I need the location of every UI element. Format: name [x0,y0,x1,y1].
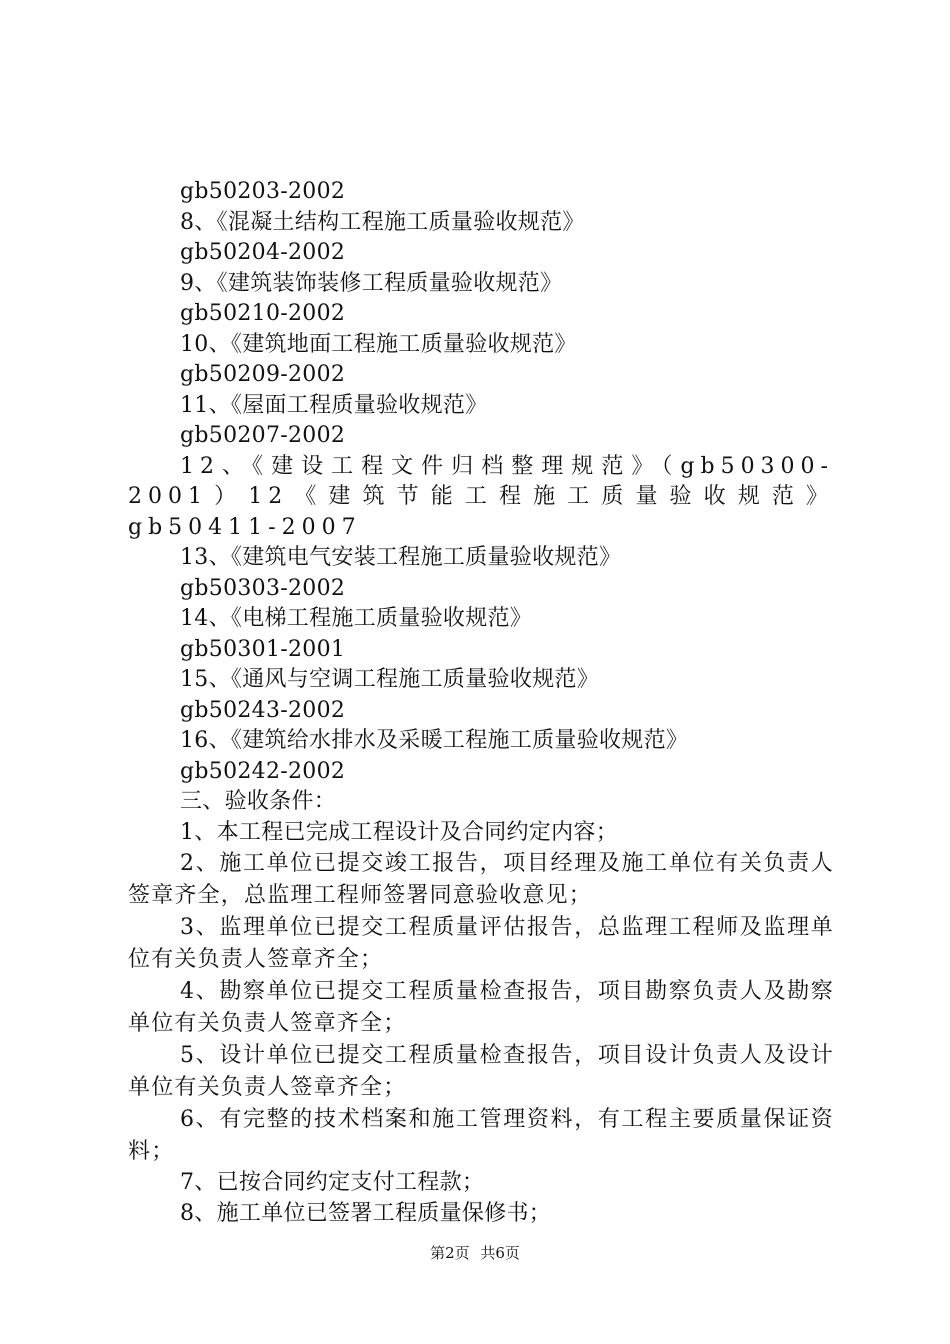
standard-code: gb50243-2002 [180,697,346,723]
condition-item: 7、已按合同约定支付工程款； [180,1170,485,1195]
list-item: 16、《建筑给水排水及采暖工程施工质量验收规范》 [180,728,689,753]
page-number: 第2页 [430,1244,470,1262]
standard-code: gb50301-2001 [180,636,346,662]
section-heading: 三、验收条件： [180,789,337,814]
page-total: 共6页 [480,1244,520,1262]
page-footer [0,1243,950,1263]
condition-item: 6、有完整的技术档案和施工管理资料，有工程主要质量保证资料； [128,1107,834,1164]
standard-code: gb50204-2002 [180,240,346,265]
list-item: 11、《屋面工程质量验收规范》 [180,392,488,418]
standard-code: gb50203-2002 [180,179,346,204]
standard-code: gb50207-2002 [180,423,346,448]
document-body [128,177,834,1229]
list-item: 14、《电梯工程施工质量验收规范》 [180,606,533,631]
list-item-12: 12、《建设工程文件归档整理规范》（gb50300-2001）12《建筑节能工程施工质量验收规范》gb50411-2007 [128,453,834,540]
condition-item: 3、监理单位已提交工程质量评估报告，总监理工程师及监理单位有关负责人签章齐全； [128,915,834,972]
standard-code: gb50303-2002 [180,575,346,601]
list-item: 10、《建筑地面工程施工质量验收规范》 [180,331,577,357]
condition-item: 4、勘察单位已提交工程质量检查报告，项目勘察负责人及勘察单位有关负责人签章齐全； [128,979,834,1036]
list-item: 9、《建筑装饰装修工程质量验收规范》 [180,270,563,296]
condition-item: 1、本工程已完成工程设计及合同约定内容； [180,819,618,845]
list-item: 15、《通风与空调工程施工质量验收规范》 [180,667,599,692]
list-item: 8、《混凝土结构工程施工质量验收规范》 [180,209,585,235]
condition-item: 2、施工单位已提交竣工报告，项目经理及施工单位有关负责人签章齐全，总监理工程师签署同意验收意见； [128,851,834,908]
standard-code: gb50210-2002 [180,301,346,326]
standard-code: gb50209-2002 [180,362,346,387]
condition-item: 8、施工单位已签署工程质量保修书； [180,1200,552,1226]
list-item: 13、《建筑电气安装工程施工质量验收规范》 [180,545,622,570]
condition-item: 5、设计单位已提交工程质量检查报告，项目设计负责人及设计单位有关负责人签章齐全； [128,1043,834,1100]
standard-code: gb50242-2002 [180,758,346,784]
